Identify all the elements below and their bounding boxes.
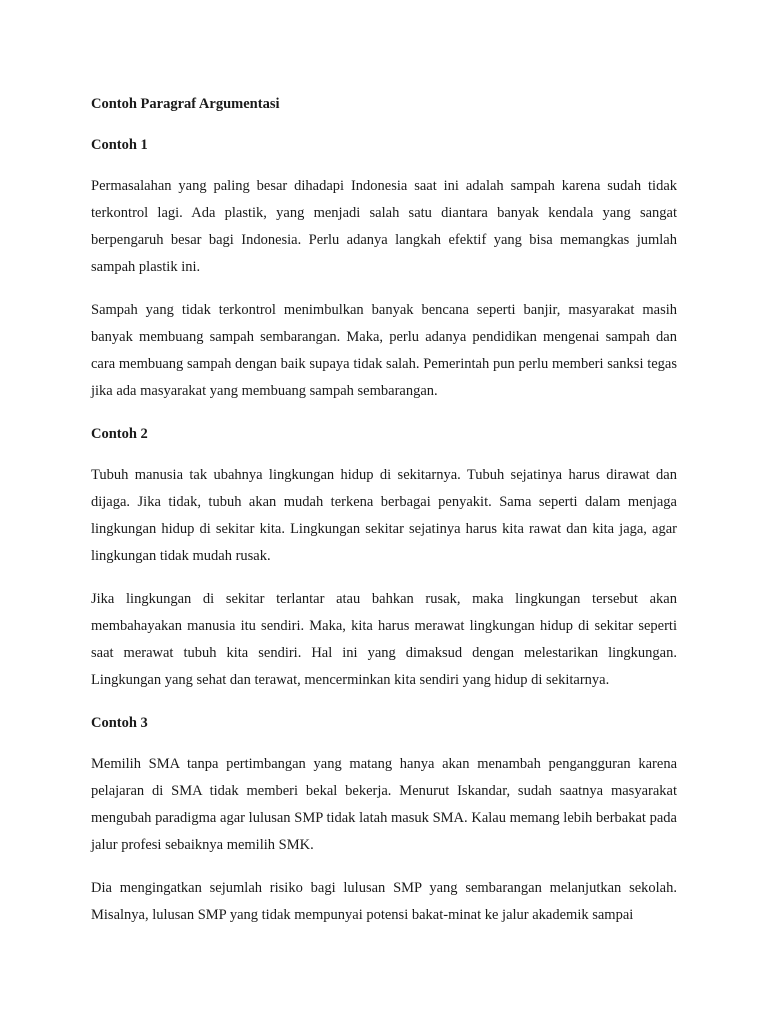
- paragraph: Permasalahan yang paling besar dihadapi Indonesia saat ini adalah sampah karena sudah tidak terkontrol lagi. Ada plastik, yang menjadi salah satu diantara banyak kendala yang sangat berpengaruh besar bagi Indonesia. Perlu adanya langkah efektif yang bisa memangkas jumlah sampah plastik ini.: [91, 178, 677, 275]
- section-heading-1: Contoh 1: [91, 137, 148, 153]
- section-heading-3: Contoh 3: [91, 715, 148, 731]
- paragraph: Dia mengingatkan sejumlah risiko bagi lulusan SMP yang sembarangan melanjutkan sekolah. Misalnya, lulusan SMP yang tidak mempunyai potensi bakat-minat ke jalur akademik sampai: [91, 880, 677, 923]
- paragraph: Memilih SMA tanpa pertimbangan yang matang hanya akan menambah pengangguran karena pelajaran di SMA tidak memberi bekal bekerja. Menurut Iskandar, sudah saatnya masyarakat mengubah paradigma agar lulusan SMP tidak latah masuk SMA. Kalau memang lebih berbakat pada jalur profesi sebaiknya memilih SMK.: [91, 756, 677, 853]
- document-title: Contoh Paragraf Argumentasi: [91, 96, 280, 112]
- paragraph: Jika lingkungan di sekitar terlantar atau bahkan rusak, maka lingkungan tersebut akan membahayakan manusia itu sendiri. Maka, kita harus merawat lingkungan hidup di sekitar seperti saat merawat tubuh kita sendiri. Hal ini yang dimaksud dengan melestarikan lingkungan. Lingkungan yang sehat dan terawat, mencerminkan kita sendiri yang hidup di sekitarnya.: [91, 591, 677, 688]
- document-page: [91, 91, 677, 945]
- section-heading-2: Contoh 2: [91, 426, 148, 442]
- paragraph: Sampah yang tidak terkontrol menimbulkan banyak bencana seperti banjir, masyarakat masih banyak membuang sampah sembarangan. Maka, perlu adanya pendidikan mengenai sampah dan cara membuang sampah dengan baik supaya tidak salah. Pemerintah pun perlu memberi sanksi tegas jika ada masyarakat yang membuang sampah sembarangan.: [91, 302, 677, 399]
- paragraph: Tubuh manusia tak ubahnya lingkungan hidup di sekitarnya. Tubuh sejatinya harus dirawat dan dijaga. Jika tidak, tubuh akan mudah terkena berbagai penyakit. Sama seperti dalam menjaga lingkungan hidup di sekitar kita. Lingkungan sekitar sejatinya harus kita rawat dan kita jaga, agar lingkungan tidak mudah rusak.: [91, 467, 677, 564]
